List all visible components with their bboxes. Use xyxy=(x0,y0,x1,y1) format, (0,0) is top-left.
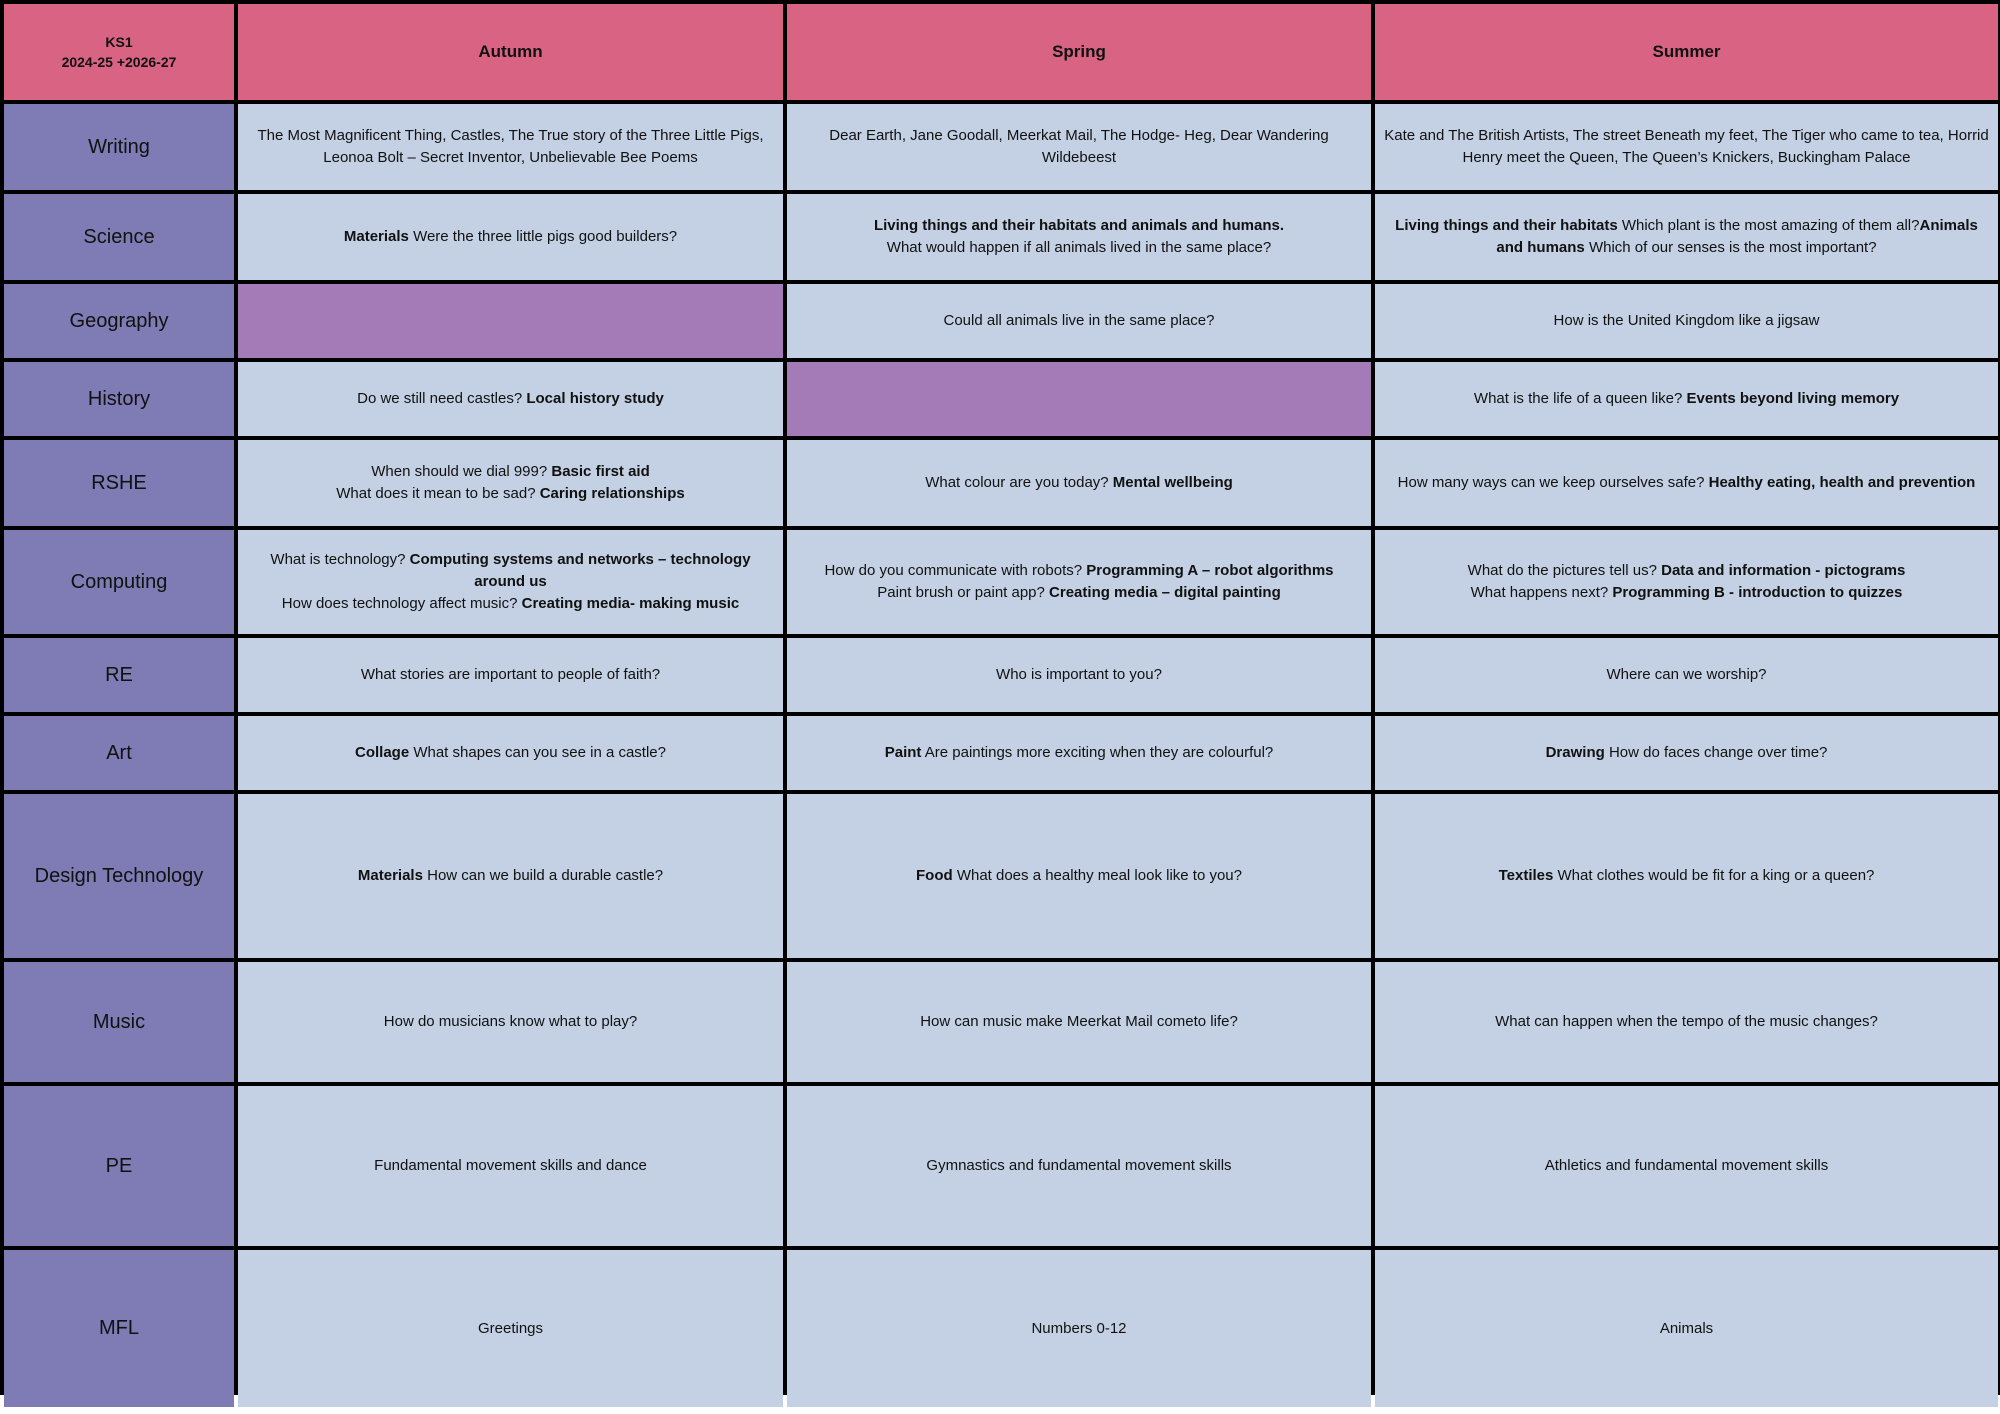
history-spring-empty xyxy=(787,362,1371,436)
rshe-autumn: When should we dial 999? Basic first aid What does it mean to be sad? Caring relationships xyxy=(238,440,783,526)
rshe-spring: What colour are you today? Mental wellbeing xyxy=(787,440,1371,526)
pe-summer: Athletics and fundamental movement skills xyxy=(1375,1086,1998,1246)
header-autumn: Autumn xyxy=(238,4,783,100)
art-spring: Paint Are paintings more exciting when they are colourful? xyxy=(787,716,1371,790)
dt-autumn: Materials How can we build a durable castle? xyxy=(238,794,783,958)
ks-years: 2024-25 +2026-27 xyxy=(61,54,177,70)
subject-science: Science xyxy=(4,194,234,280)
header-summer: Summer xyxy=(1375,4,1998,100)
dt-summer: Textiles What clothes would be fit for a king or a queen? xyxy=(1375,794,1998,958)
mfl-spring: Numbers 0-12 xyxy=(787,1250,1371,1407)
header-ks1 xyxy=(4,4,234,100)
subject-mfl: MFL xyxy=(4,1250,234,1407)
re-summer: Where can we worship? xyxy=(1375,638,1998,712)
pe-autumn: Fundamental movement skills and dance xyxy=(238,1086,783,1246)
subject-writing: Writing xyxy=(4,104,234,190)
music-autumn: How do musicians know what to play? xyxy=(238,962,783,1082)
subject-history: History xyxy=(4,362,234,436)
geography-autumn-empty xyxy=(238,284,783,358)
rshe-summer: How many ways can we keep ourselves safe? Healthy eating, health and prevention xyxy=(1375,440,1998,526)
re-autumn: What stories are important to people of faith? xyxy=(238,638,783,712)
re-spring: Who is important to you? xyxy=(787,638,1371,712)
dt-spring: Food What does a healthy meal look like to you? xyxy=(787,794,1371,958)
music-spring: How can music make Meerkat Mail cometo life? xyxy=(787,962,1371,1082)
music-summer: What can happen when the tempo of the music changes? xyxy=(1375,962,1998,1082)
ks-label: KS1 xyxy=(105,34,133,50)
history-summer: What is the life of a queen like? Events beyond living memory xyxy=(1375,362,1998,436)
computing-autumn: What is technology? Computing systems and networks – technology around us How does technology affect music? Creating media- making music xyxy=(238,530,783,634)
subject-art: Art xyxy=(4,716,234,790)
subject-rshe: RSHE xyxy=(4,440,234,526)
pe-spring: Gymnastics and fundamental movement skills xyxy=(787,1086,1371,1246)
history-autumn: Do we still need castles? Local history study xyxy=(238,362,783,436)
subject-music: Music xyxy=(4,962,234,1082)
science-summer: Living things and their habitats Which plant is the most amazing of them all?Animals and humans Which of our senses is the most important? xyxy=(1375,194,1998,280)
geography-summer: How is the United Kingdom like a jigsaw xyxy=(1375,284,1998,358)
writing-autumn: The Most Magnificent Thing, Castles, The True story of the Three Little Pigs, Leonoa Bolt – Secret Inventor, Unbelievable Bee Poems xyxy=(238,104,783,190)
science-autumn: Materials Were the three little pigs good builders? xyxy=(238,194,783,280)
subject-geography: Geography xyxy=(4,284,234,358)
subject-computing: Computing xyxy=(4,530,234,634)
subject-re: RE xyxy=(4,638,234,712)
geography-spring: Could all animals live in the same place? xyxy=(787,284,1371,358)
header-spring: Spring xyxy=(787,4,1371,100)
subject-pe: PE xyxy=(4,1086,234,1246)
writing-spring: Dear Earth, Jane Goodall, Meerkat Mail, The Hodge- Heg, Dear Wandering Wildebeest xyxy=(787,104,1371,190)
computing-spring: How do you communicate with robots? Programming A – robot algorithms Paint brush or paint app? Creating media – digital painting xyxy=(787,530,1371,634)
mfl-summer: Animals xyxy=(1375,1250,1998,1407)
writing-summer: Kate and The British Artists, The street Beneath my feet, The Tiger who came to tea, Horrid Henry meet the Queen, The Queen’s Knickers, Buckingham Palace xyxy=(1375,104,1998,190)
art-autumn: Collage What shapes can you see in a castle? xyxy=(238,716,783,790)
art-summer: Drawing How do faces change over time? xyxy=(1375,716,1998,790)
computing-summer: What do the pictures tell us? Data and information - pictograms What happens next? Programming B - introduction to quizzes xyxy=(1375,530,1998,634)
subject-design-technology: Design Technology xyxy=(4,794,234,958)
science-spring: Living things and their habitats and animals and humans. What would happen if all animals lived in the same place? xyxy=(787,194,1371,280)
mfl-autumn: Greetings xyxy=(238,1250,783,1407)
